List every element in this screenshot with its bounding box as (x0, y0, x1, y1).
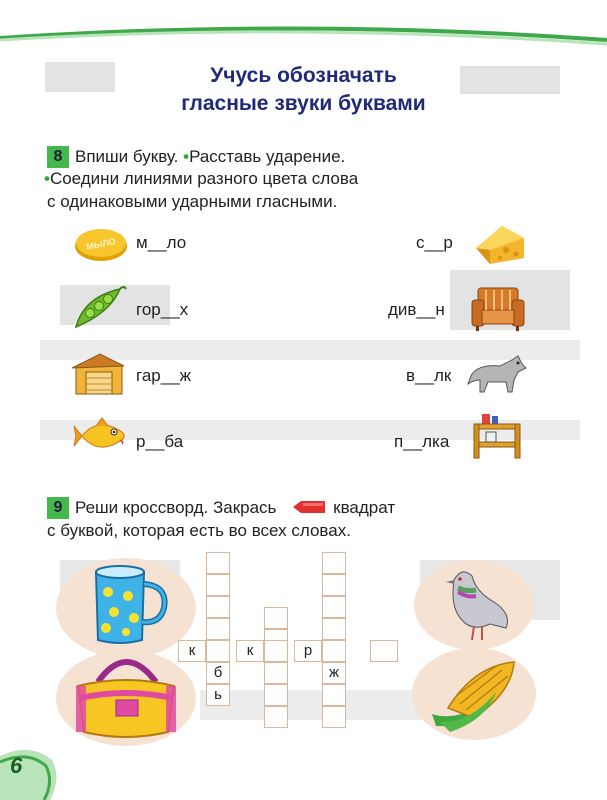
task-9-text-1b: квадрат (333, 498, 396, 517)
task-8-number: 8 (47, 146, 69, 168)
page-number: 6 (10, 753, 23, 778)
page-title-line-1: Учусь обозначать (210, 64, 397, 87)
wolf-icon (466, 350, 528, 396)
pigeon-icon (432, 562, 516, 648)
crossword-cell[interactable] (322, 706, 346, 728)
word-right-3[interactable]: в__лк (406, 366, 452, 385)
task-9-text-1a: Реши кроссворд. Закрась (75, 498, 277, 517)
bag-icon (68, 646, 184, 742)
crossword-row-cell-1[interactable]: к (178, 640, 206, 662)
crossword-row-cell-3[interactable]: к (236, 640, 264, 662)
task-8-instruction-2 (44, 169, 358, 189)
crossword-cell-letter-zh[interactable]: ж (322, 662, 346, 684)
bullet-dot: • (44, 169, 50, 188)
crossword-cell[interactable] (206, 596, 230, 618)
crossword-cell[interactable] (322, 552, 346, 574)
crossword-row-cell-2[interactable] (206, 640, 230, 662)
fish-icon (72, 414, 130, 458)
pencil-icon (291, 499, 327, 515)
crossword-cell[interactable] (206, 618, 230, 640)
crossword-cell[interactable] (264, 684, 288, 706)
crossword-cell[interactable] (264, 607, 288, 629)
task-8-text-1a: Впиши букву. (75, 147, 179, 166)
bullet-dot: • (183, 147, 190, 166)
task-9-instruction-1 (47, 497, 395, 519)
mug-icon (84, 562, 174, 650)
crossword-cell[interactable] (264, 706, 288, 728)
word-left-4[interactable]: р__ба (136, 432, 184, 451)
corn-icon (426, 652, 526, 736)
cheese-icon (472, 220, 526, 268)
shelf-icon (468, 412, 526, 462)
crossword-cell-soft-sign[interactable]: ь (206, 684, 230, 706)
top-decoration (0, 0, 607, 60)
task-8-instruction-1 (47, 146, 345, 168)
task-8-text-1b: Расставь ударение. (189, 147, 346, 166)
crossword-cell[interactable] (322, 684, 346, 706)
crossword-cell[interactable] (264, 662, 288, 684)
word-left-3[interactable]: гар__ж (136, 366, 192, 385)
crossword-cell[interactable] (322, 618, 346, 640)
word-right-4[interactable]: п__лка (394, 432, 450, 451)
task-9-number: 9 (47, 497, 69, 519)
task-9-text-2: с буквой, которая есть во всех словах. (47, 521, 351, 540)
word-right-2[interactable]: див__н (388, 300, 445, 319)
crossword-row-cell-6[interactable] (322, 640, 346, 662)
sofa-icon (468, 282, 526, 334)
crossword-cell[interactable] (322, 596, 346, 618)
soap-icon (72, 224, 130, 264)
crossword-row-cell-4[interactable] (264, 640, 288, 662)
crossword-cell[interactable] (322, 574, 346, 596)
peas-icon (70, 283, 128, 333)
crossword-row-cell-7[interactable] (370, 640, 398, 662)
soap-label: МЫЛО (85, 236, 117, 252)
task-8-text-3: с одинаковыми ударными гласными. (47, 192, 338, 211)
page-title-line-2: гласные звуки буквами (181, 92, 426, 115)
word-left-2[interactable]: гор__х (136, 300, 189, 319)
crossword-cell-letter-b[interactable]: б (206, 662, 230, 684)
crossword-row-cell-5[interactable]: р (294, 640, 322, 662)
word-right-1[interactable]: с__р (416, 233, 453, 252)
crossword-cell[interactable] (206, 574, 230, 596)
garage-icon (70, 350, 126, 396)
task-8-text-2: Соедини линиями разного цвета слова (49, 169, 359, 188)
crossword-cell[interactable] (206, 552, 230, 574)
word-left-1[interactable]: м__ло (136, 233, 187, 252)
